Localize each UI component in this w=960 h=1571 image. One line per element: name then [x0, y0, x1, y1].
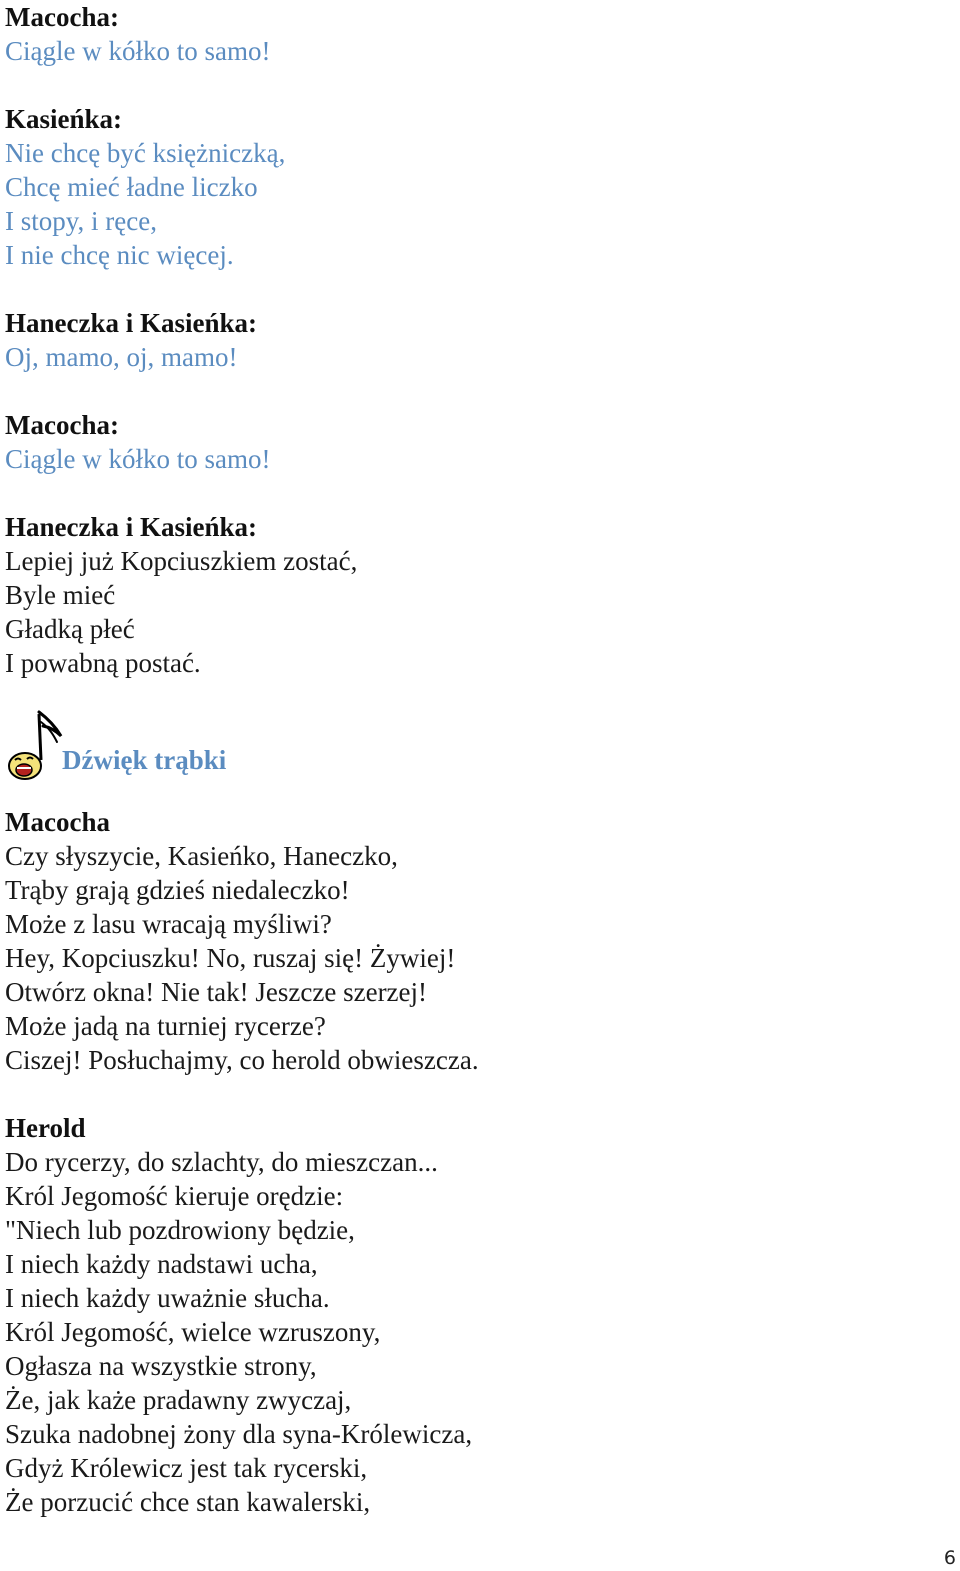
speaker-name: Haneczka i Kasieńka:: [5, 308, 258, 338]
verse-line: Czy słyszycie, Kasieńko, Haneczko,: [5, 841, 398, 871]
verse-line: "Niech lub pozdrowiony będzie,: [5, 1215, 355, 1245]
verse-line: Do rycerzy, do szlachty, do mieszczan...: [5, 1147, 438, 1177]
verse-line: Byle mieć: [5, 580, 116, 610]
dialogue-block: [5, 306, 945, 374]
verse-line: I niech każdy nadstawi ucha,: [5, 1249, 318, 1279]
verse-line: Ciszej! Posłuchajmy, co herold obwieszcza.: [5, 1045, 479, 1075]
verse-line: Trąby grają gdzieś niedaleczko!: [5, 875, 350, 905]
stanza-gap: [5, 272, 945, 306]
dialogue-block: [5, 805, 945, 1077]
verse-line: Oj, mamo, oj, mamo!: [5, 342, 238, 372]
verse-line: I powabną postać.: [5, 648, 201, 678]
verse-line: Hey, Kopciuszku! No, ruszaj się! Żywiej!: [5, 943, 456, 973]
verse-line: I nie chcę nic więcej.: [5, 240, 234, 270]
verse-line: Że, jak każe pradawny zwyczaj,: [5, 1385, 352, 1415]
verse-line: Że porzucić chce stan kawalerski,: [5, 1487, 371, 1517]
dialogue-block: [5, 510, 945, 680]
sound-cue: [5, 680, 945, 805]
verse-line: Gładką płeć: [5, 614, 135, 644]
speaker-name: Macocha: [5, 807, 110, 837]
dialogue-section-before: [5, 0, 945, 680]
stanza-gap: [5, 68, 945, 102]
verse-line: I stopy, i ręce,: [5, 206, 157, 236]
verse-line: Chcę mieć ładne liczko: [5, 172, 258, 202]
verse-line: Ciągle w kółko to samo!: [5, 444, 271, 474]
page: [5, 0, 945, 1519]
dialogue-block: [5, 102, 945, 272]
verse-line: Ciągle w kółko to samo!: [5, 36, 271, 66]
verse-line: Szuka nadobnej żony dla syna-Królewicza,: [5, 1419, 473, 1449]
speaker-name: Herold: [5, 1113, 86, 1143]
speaker-name: Kasieńka:: [5, 104, 123, 134]
stanza-gap: [5, 374, 945, 408]
verse-line: Nie chcę być księżniczką,: [5, 138, 286, 168]
verse-line: Gdyż Królewicz jest tak rycerski,: [5, 1453, 368, 1483]
verse-line: Król Jegomość, wielce wzruszony,: [5, 1317, 381, 1347]
sound-cue-title: Dźwięk trąbki: [62, 745, 227, 775]
stanza-gap: [5, 476, 945, 510]
dialogue-block: [5, 408, 945, 476]
page-number: 6: [943, 1547, 956, 1569]
verse-line: Ogłasza na wszystkie strony,: [5, 1351, 317, 1381]
verse-line: Może z lasu wracają myśliwi?: [5, 909, 332, 939]
verse-line: Lepiej już Kopciuszkiem zostać,: [5, 546, 358, 576]
verse-line: Może jadą na turniej rycerze?: [5, 1011, 326, 1041]
verse-line: Król Jegomość kieruje orędzie:: [5, 1181, 344, 1211]
dialogue-block: [5, 0, 945, 68]
speaker-name: Macocha:: [5, 410, 119, 440]
dialogue-section-after: [5, 805, 945, 1519]
speaker-name: Macocha:: [5, 2, 119, 32]
verse-line: Otwórz okna! Nie tak! Jeszcze szerzej!: [5, 977, 428, 1007]
dialogue-block: [5, 1111, 945, 1519]
stanza-gap: [5, 1077, 945, 1111]
singing-music-note-icon: [5, 708, 67, 788]
verse-line: I niech każdy uważnie słucha.: [5, 1283, 330, 1313]
speaker-name: Haneczka i Kasieńka:: [5, 512, 258, 542]
